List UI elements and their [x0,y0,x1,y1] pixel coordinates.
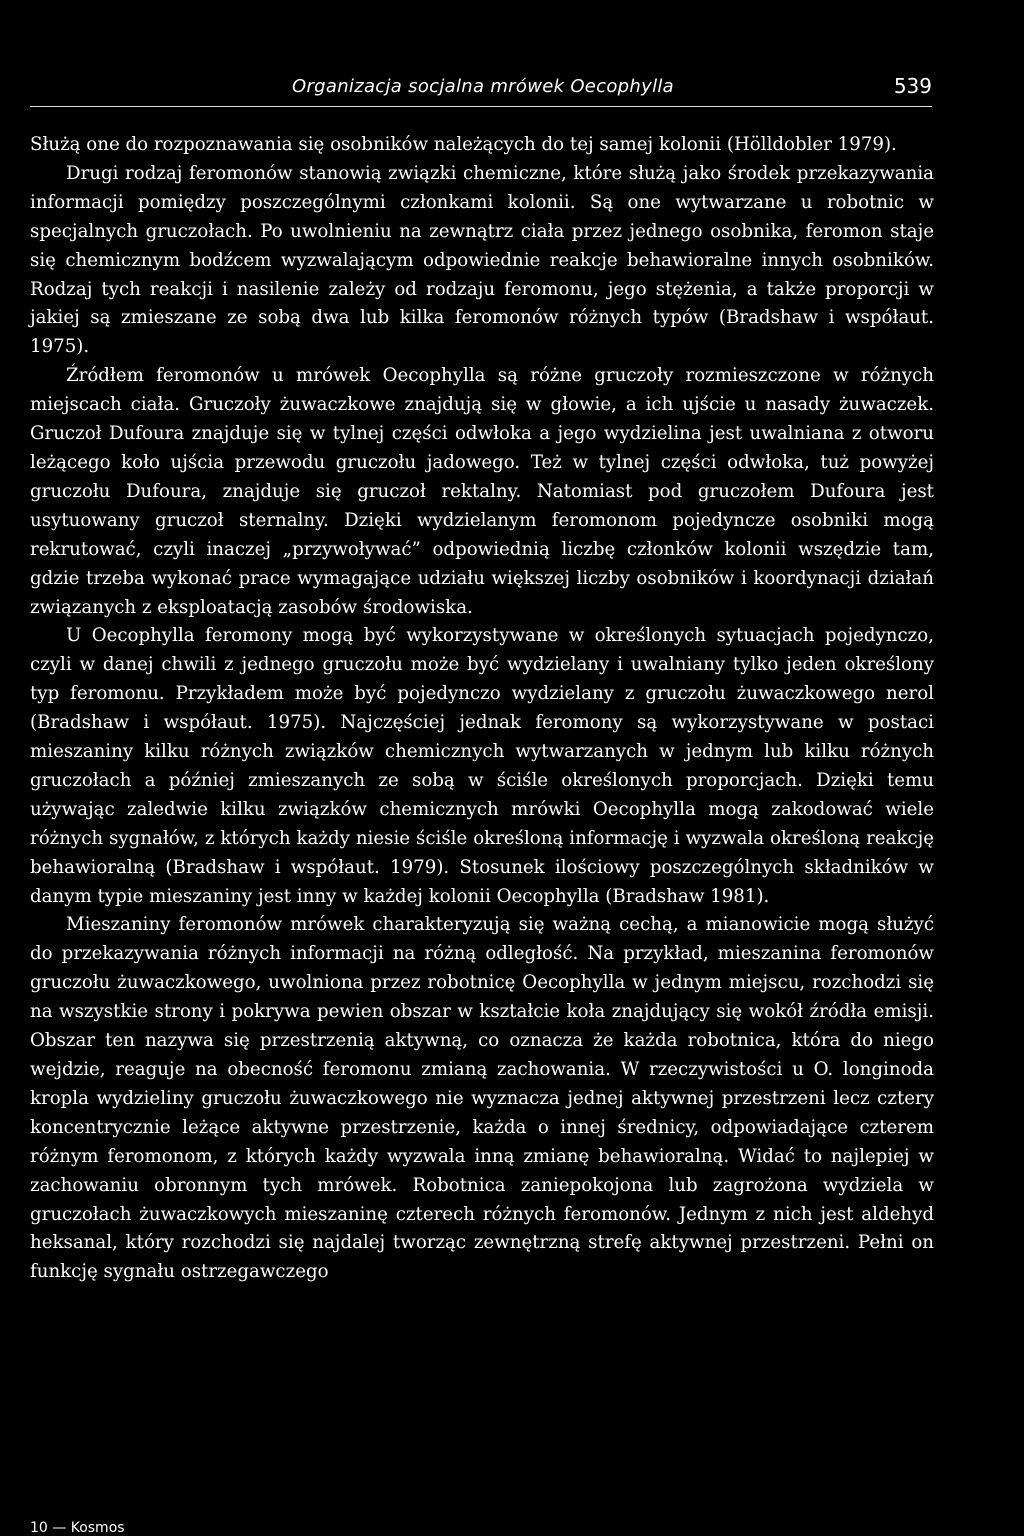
paragraph: Drugi rodzaj feromonów stanowią związki chemiczne, które służą jako środek przekazywania informacji pomiędzy poszczególnymi członkami kolonii. Są one wytwarzane u robotnic w specjalnych gruczołach. Po uwolnieniu na zewnątrz ciała przez jednego osobnika, feromon staje się chemicznym bodźcem wyzwalającym odpowiednie reakcje behawioralne innych osobników. Rodzaj tych reakcji i nasilenie zależy od rodzaju feromonu, jego stężenia, a także proporcji w jakiej są zmieszane ze sobą dwa lub kilka feromonów różnych typów (Bradshaw i współaut. 1975). [30,162,934,358]
paragraph: Źródłem feromonów u mrówek Oecophylla są różne gruczoły rozmieszczone w różnych miejscach ciała. Gruczoły żuwaczkowe znajdują się w głowie, a ich ujście u nasady żuwaczek. Gruczoł Dufoura znajduje się w tylnej części odwłoka a jego wydzielina jest uwalniana z otworu leżącego koło ujścia przewodu gruczołu jadowego. Też w tylnej części odwłoka, tuż powyżej gruczołu Dufoura, znajduje się gruczoł rektalny. Natomiast pod gruczołem Dufoura jest usytuowany gruczoł sternalny. Dzięki wydzielanym feromonom pojedyncze osobniki mogą rekrutować, czyli inaczej „przywoływać” odpowiednią liczbę członków kolonii wszędzie tam, gdzie trzeba wykonać prace wymagające udziału większej liczby osobników i koordynacji działań związanych z eksploatacją zasobów środowiska. [30,365,934,618]
page-number: 539 [893,74,932,98]
page-footer: 10 — Kosmos [30,1520,125,1536]
article-body [30,131,934,1287]
paragraph: Służą one do rozpoznawania się osobników należących do tej samej kolonii (Hölldobler 1979). [30,134,897,155]
running-title: Organizacja socjalna mrówek Oecophylla [292,76,674,97]
page-header [30,74,932,107]
paragraph: U Oecophylla feromony mogą być wykorzystywane w określonych sytuacjach pojedynczo, czyli w danej chwili z jednego gruczołu może być wydzielany i uwalniany tylko jeden określony typ feromonu. Przykładem może być pojedynczo wydzielany z gruczołu żuwaczkowego nerol (Bradshaw i współaut. 1975). Najczęściej jednak feromony są wykorzystywane w postaci mieszaniny kilku różnych związków chemicznych wytwarzanych w jednym lub kilku różnych gruczołach a później zmieszanych ze sobą w ściśle określonych proporcjach. Dzięki temu używając zaledwie kilku związków chemicznych mrówki Oecophylla mogą zakodować wiele różnych sygnałów, z których każdy niesie ściśle określoną informację i wyzwala określoną reakcję behawioralną (Bradshaw i współaut. 1979). Stosunek ilościowy poszczególnych składników w danym typie mieszaniny jest inny w każdej kolonii Oecophylla (Bradshaw 1981). [30,625,934,907]
paragraph: Mieszaniny feromonów mrówek charakteryzują się ważną cechą, a mianowicie mogą służyć do przekazywania różnych informacji na różną odległość. Na przykład, mieszanina feromonów gruczołu żuwaczkowego, uwolniona przez robotnicę Oecophylla w jednym miejscu, rozchodzi się na wszystkie strony i pokrywa pewien obszar w kształcie koła znajdujący się wokół źródła emisji. Obszar ten nazywa się przestrzenią aktywną, co oznacza że każda robotnica, która do niego wejdzie, reaguje na obecność feromonu zmianą zachowania. W rzeczywistości u O. longinoda kropla wydzieliny gruczołu żuwaczkowego nie wyznacza jednej aktywnej przestrzeni lecz cztery koncentrycznie leżące aktywne przestrzenie, każda o innej średnicy, odpowiadające czterem różnym feromonom, z których każdy wyzwala inną zmianę behawioralną. Widać to najlepiej w zachowaniu obronnym tych mrówek. Robotnica zaniepokojona lub zagrożona wydziela w gruczołach żuwaczkowych mieszaninę czterech różnych feromonów. Jednym z nich jest aldehyd heksanal, który rozchodzi się najdalej tworząc zewnętrzną strefę aktywnej przestrzeni. Pełni on funkcję sygnału ostrzegawczego [30,914,934,1283]
